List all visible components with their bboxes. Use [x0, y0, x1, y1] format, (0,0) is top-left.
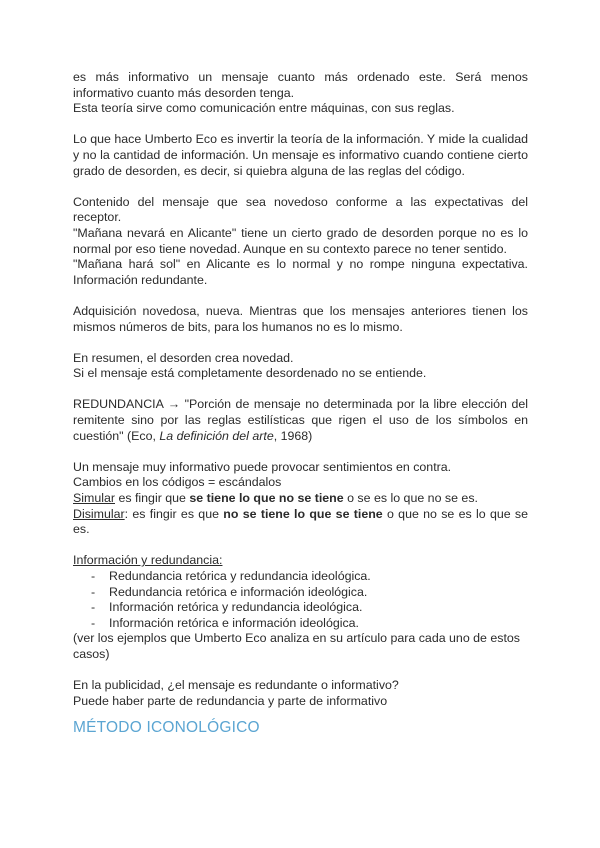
- list-item-text: Redundancia retórica e información ideológica.: [109, 584, 368, 599]
- simular-text: es fingir que: [115, 491, 190, 506]
- list-item: [91, 569, 528, 585]
- redundancia-definition: [73, 397, 528, 444]
- paragraph-gap: [73, 288, 528, 304]
- contenido-line-3: "Mañana hará sol" en Alicante es lo normal y no rompe ninguna expectativa. Información redundante.: [73, 257, 528, 287]
- list-item-text: Redundancia retórica y redundancia ideológica.: [109, 569, 371, 583]
- disimular-text: : es fingir es que: [124, 506, 224, 521]
- adquisicion-paragraph: Adquisición novedosa, nueva. Mientras que los mensajes anteriores tienen los mismos números de bits, para los humanos no es lo mismo.: [73, 303, 528, 334]
- paragraph-gap: [73, 663, 528, 679]
- simular-line-1: Un mensaje muy informativo puede provocar sentimientos en contra.: [73, 459, 452, 474]
- section-heading: MÉTODO ICONOLÓGICO: [73, 719, 260, 737]
- info-redundancia-heading: Información y redundancia:: [73, 553, 223, 568]
- book-title: La definición del arte: [159, 428, 274, 443]
- dash-bullet: -: [91, 584, 96, 599]
- eco-paragraph: Lo que hace Umberto Eco es invertir la teoría de la información. Y mide la cualidad y no la cantidad de información. Un mensaje es informativo cuando contiene cierto grado de desorden, es decir, si quiebra alguna de las reglas del código.: [73, 132, 528, 178]
- intro-line-1: es más informativo un mensaje cuanto más ordenado este. Será menos informativo cuanto más desorden tenga.: [73, 70, 528, 100]
- list-item: [91, 585, 528, 601]
- publicidad-line-1: En la publicidad, ¿el mensaje es redundante o informativo?: [73, 678, 399, 693]
- list-item: [91, 616, 528, 632]
- simular-line-2: Cambios en los códigos = escándalos: [73, 475, 282, 490]
- paragraph-gap: [73, 538, 528, 554]
- disimular-term: Disimular: [73, 506, 125, 521]
- info-redundancia-list: [73, 569, 528, 631]
- list-item-text: Información retórica y redundancia ideológica.: [109, 600, 363, 615]
- dash-bullet: -: [91, 600, 96, 615]
- list-item: [91, 600, 528, 616]
- list-item-text: Información retórica e información ideológica.: [109, 615, 360, 630]
- redundancia-lead: REDUNDANCIA → "Porción de mensaje no determinada por la libre elección del remitente sino por las reglas estilísticas que rigen el uso de los símbolos en cuestión" (Eco,: [73, 397, 528, 443]
- simular-bold: se tiene lo que no se tiene: [189, 491, 344, 506]
- disimular-text-end: o que no se es lo que se es.: [73, 506, 529, 537]
- publicidad-line-2: Puede haber parte de redundancia y parte de informativo: [73, 693, 388, 708]
- redundancia-tail: , 1968): [273, 428, 313, 443]
- resumen-line-1: En resumen, el desorden crea novedad.: [73, 350, 294, 365]
- disimular-bold: no se tiene lo que se tiene: [223, 506, 383, 521]
- paragraph-gap: [73, 444, 528, 460]
- contenido-line-2: "Mañana nevará en Alicante" tiene un cierto grado de desorden porque no es lo normal por eso tiene novedad. Aunque en su contexto parece no tener sentido.: [73, 225, 528, 256]
- info-redundancia-note: (ver los ejemplos que Umberto Eco analiza en su artículo para cada uno de estos casos): [73, 631, 521, 661]
- simular-definition: [73, 491, 528, 507]
- contenido-line-1: Contenido del mensaje que sea novedoso conforme a las expectativas del receptor.: [73, 194, 528, 225]
- simular-term: Simular: [73, 491, 115, 506]
- dash-bullet: -: [91, 615, 96, 630]
- paragraph-gap: [73, 179, 528, 195]
- resumen-line-2: Si el mensaje está completamente desordenado no se entiende.: [73, 366, 427, 381]
- paragraph-gap: [73, 117, 528, 133]
- simular-text-end: o se es lo que no se es.: [343, 491, 478, 506]
- dash-bullet: -: [91, 569, 96, 583]
- disimular-definition: [73, 507, 528, 538]
- paragraph-gap: [73, 335, 528, 351]
- intro-line-2: Esta teoría sirve como comunicación entre máquinas, con sus reglas.: [73, 101, 455, 116]
- paragraph-gap: [73, 382, 528, 398]
